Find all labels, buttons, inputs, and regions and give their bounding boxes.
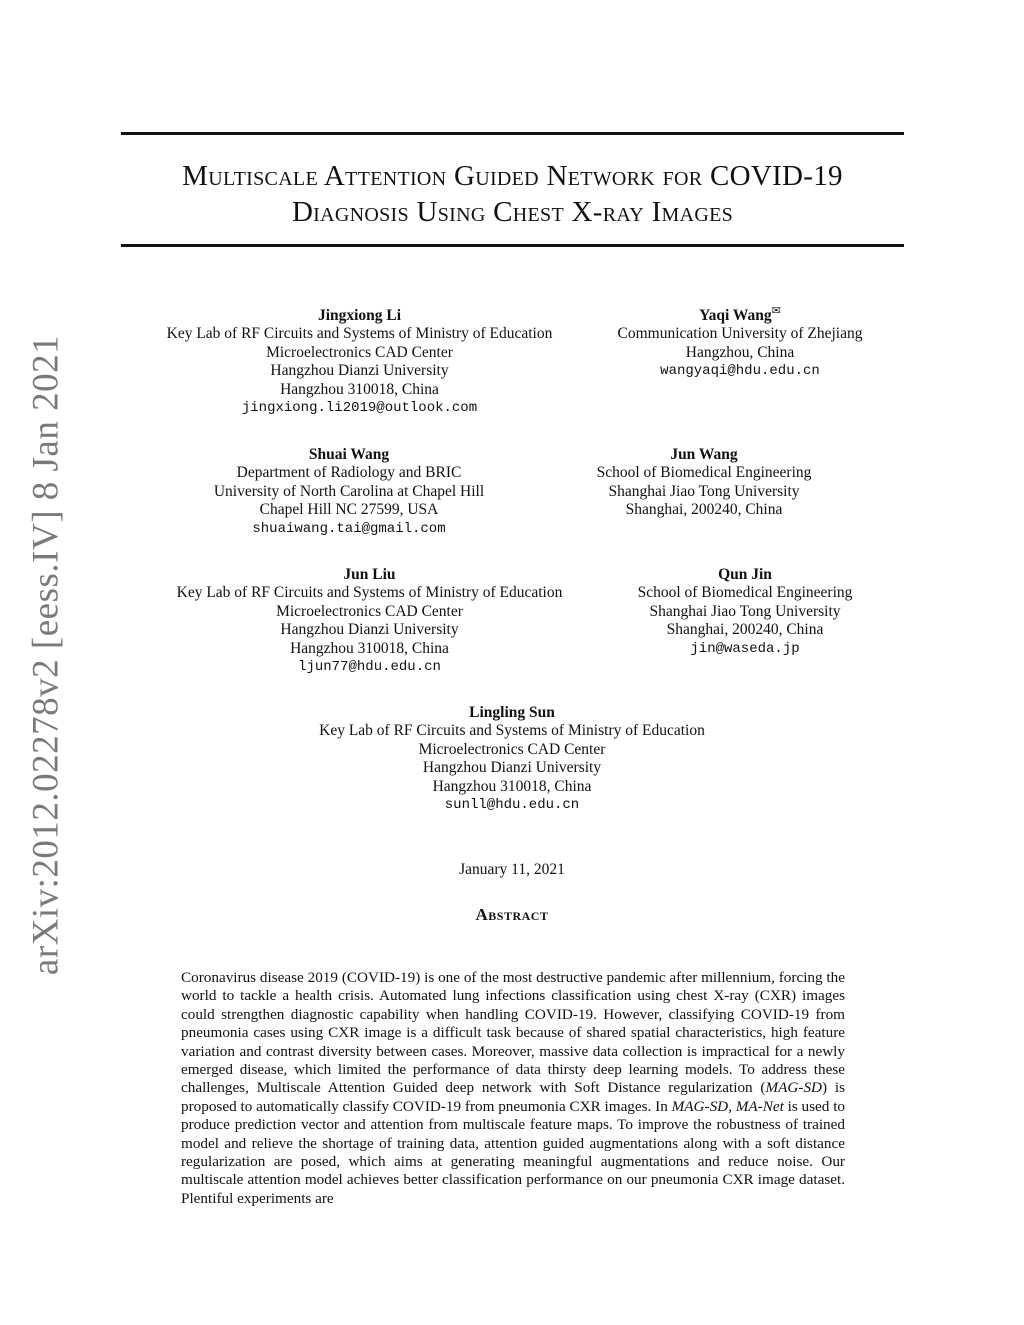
- author-affiliation: Hangzhou 310018, China: [290, 639, 449, 657]
- author-email[interactable]: sunll@hdu.edu.cn: [444, 797, 580, 814]
- author-affiliation: Shanghai, 200240, China: [666, 621, 824, 639]
- abstract-body: [181, 969, 845, 1208]
- publication-date: January 11, 2021: [459, 861, 565, 878]
- author-affiliation: School of Biomedical Engineering: [596, 464, 812, 482]
- author-affiliation: Hangzhou 310018, China: [280, 380, 439, 398]
- paper-title: [121, 158, 904, 230]
- author-affiliation: University of North Carolina at Chapel Hill: [213, 482, 485, 500]
- title-line-1: Multiscale Attention Guided Network for COVID-19: [182, 160, 843, 192]
- abstract-heading: Abstract: [475, 905, 549, 924]
- title-line-2: Diagnosis Using Chest X-ray Images: [291, 196, 734, 228]
- author-affiliation: Department of Radiology and BRIC: [236, 464, 462, 482]
- author-block: [625, 566, 865, 658]
- abstract-emphasis: MAG-SD: [671, 1097, 729, 1115]
- author-affiliation: Shanghai, 200240, China: [625, 501, 783, 519]
- author-name: Qun Jin: [718, 566, 772, 583]
- author-name: Jun Liu: [343, 566, 396, 583]
- author-affiliation: Microelectronics CAD Center: [418, 740, 606, 758]
- arxiv-identifier: arXiv:2012.02278v2 [eess.IV] 8 Jan 2021: [25, 334, 67, 976]
- author-name-line: [604, 304, 876, 325]
- author-email[interactable]: jingxiong.li2019@outlook.com: [241, 400, 478, 417]
- abstract-emphasis: MAG-SD: [765, 1079, 823, 1097]
- author-block: [584, 446, 824, 520]
- author-block: [163, 566, 576, 676]
- author-email[interactable]: shuaiwang.tai@gmail.com: [252, 520, 446, 537]
- author-affiliation: Key Lab of RF Circuits and Systems of Ministry of Education: [319, 722, 705, 740]
- abstract-emphasis: MA-Net: [735, 1097, 784, 1115]
- author-affiliation: Microelectronics CAD Center: [266, 343, 453, 361]
- author-affiliation: Hangzhou Dianzi University: [422, 759, 602, 777]
- author-block: [199, 446, 499, 538]
- author-email[interactable]: ljun77@hdu.edu.cn: [298, 659, 441, 676]
- author-block: [153, 307, 566, 417]
- author-affiliation: Hangzhou Dianzi University: [270, 362, 449, 380]
- author-name: Yaqi Wang: [699, 307, 772, 324]
- author-block: [0, 704, 1024, 814]
- author-affiliation: Key Lab of RF Circuits and Systems of Ministry of Education: [176, 584, 563, 602]
- author-affiliation: Key Lab of RF Circuits and Systems of Ministry of Education: [166, 325, 553, 343]
- author-affiliation: Communication University of Zhejiang: [617, 325, 863, 343]
- author-name: Jingxiong Li: [317, 307, 402, 324]
- title-top-rule: [121, 132, 904, 135]
- author-affiliation: Hangzhou Dianzi University: [280, 621, 459, 639]
- title-bottom-rule: [121, 244, 904, 247]
- author-affiliation: Microelectronics CAD Center: [276, 602, 463, 620]
- corresponding-author-icon: ✉: [771, 304, 781, 317]
- author-affiliation: Shanghai Jiao Tong University: [649, 602, 841, 620]
- abstract-text: Coronavirus disease 2019 (COVID-19) is one of the most destructive pandemic after millennium, forcing the world to tackle a health crisis. Automated lung infections classification using chest X-ray (CXR) images could strengthen diagnostic capability when handling COVID-19. However, classifying COVID-19 from pneumonia cases using CXR image is a difficult task because of shared spatial characteristics, high feature variation and contrast diversity between cases. Moreover, massive data collection is impractical for a newly emerged disease, which limited the performance of data thirsty deep learning models. To address these challenges, Multiscale Attention Guided deep network with Soft Distance regularization (: [181, 969, 845, 1097]
- author-affiliation: Chapel Hill NC 27599, USA: [259, 501, 439, 519]
- author-affiliation: Shanghai Jiao Tong University: [608, 482, 800, 500]
- author-email[interactable]: wangyaqi@hdu.edu.cn: [660, 363, 820, 380]
- author-affiliation: Hangzhou 310018, China: [432, 777, 592, 795]
- abstract-text: ,: [728, 1097, 736, 1115]
- author-name: Lingling Sun: [469, 704, 555, 721]
- author-name: Jun Wang: [670, 446, 738, 463]
- author-affiliation: School of Biomedical Engineering: [637, 584, 853, 602]
- author-affiliation: Hangzhou, China: [685, 343, 795, 361]
- author-email[interactable]: jin@waseda.jp: [690, 640, 800, 657]
- abstract-text: ) is proposed to automatically classify COVID-19 from pneumonia CXR images. In: [181, 1079, 845, 1115]
- abstract-text: is used to produce prediction vector and attention from multiscale feature maps. To improve the robustness of trained model and relieve the shortage of training data, attention guided augmentations along with a soft distance regularization are posed, which aims at generating meaningful augmentations and reduce noise. Our multiscale attention model achieves better classification performance on our pneumonia CXR image dataset. Plentiful experiments are: [181, 1097, 846, 1207]
- author-name: Shuai Wang: [308, 446, 390, 463]
- author-block: [604, 304, 876, 381]
